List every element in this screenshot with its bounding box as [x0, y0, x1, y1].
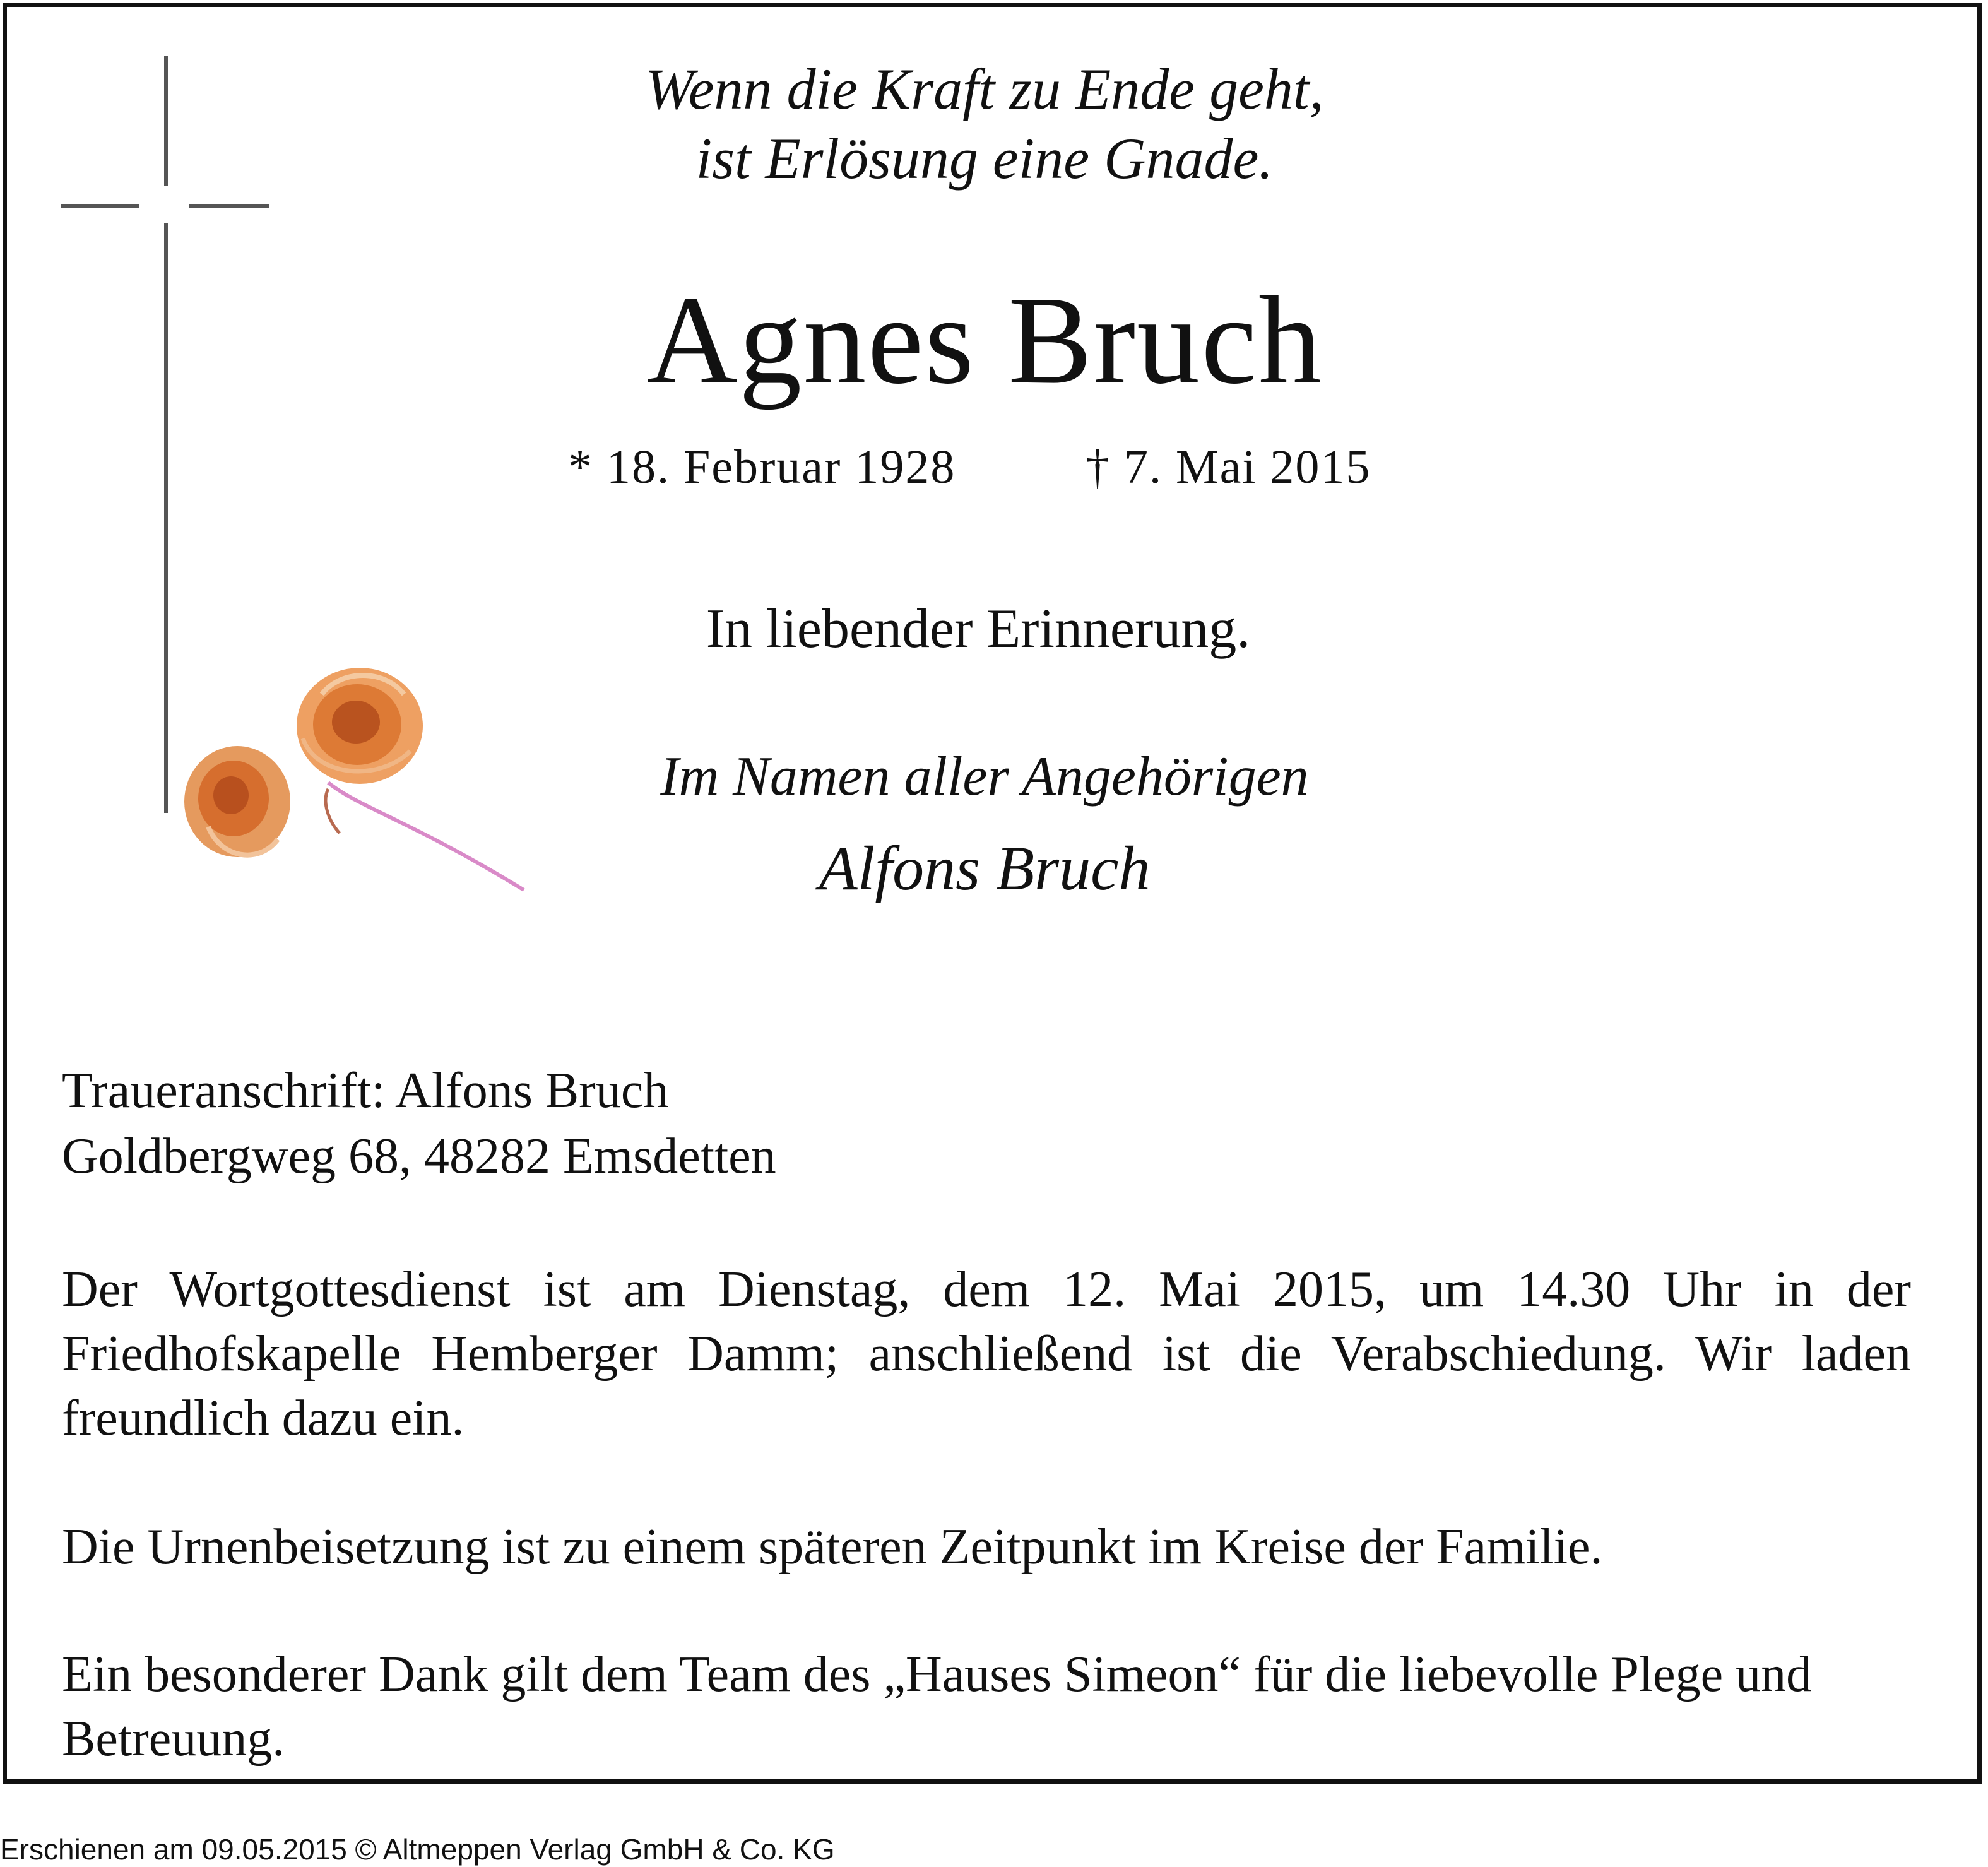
mourning-address-line-1: Traueranschrift: Alfons Bruch [62, 1063, 669, 1118]
motto-line-2: ist Erlösung eine Gnade. [695, 126, 1274, 191]
on-behalf-line: Im Namen aller Angehörigen [660, 746, 1309, 807]
publication-footer: Erschienen am 09.05.2015 © Altmeppen Verlag GmbH & Co. KG [0, 1833, 835, 1866]
deceased-name: Agnes Bruch [646, 271, 1323, 410]
signer-name: Alfons Bruch [819, 833, 1151, 903]
motto [0, 54, 1969, 193]
death-date: † 7. Mai 2015 [1086, 441, 1371, 494]
mourning-address-line-2: Goldbergweg 68, 48282 Emsdetten [62, 1129, 776, 1184]
motto-line-1: Wenn die Kraft zu Ende geht, [645, 57, 1324, 121]
birth-date: * 18. Februar 1928 [568, 441, 956, 494]
remembrance-line: In liebender Erinnerung. [706, 598, 1251, 660]
thanks-paragraph: Ein besonderer Dank gilt dem Team des „Hauses Simeon“ für die liebevolle Plege und Betreuung. [62, 1647, 1812, 1767]
service-paragraph: Der Wortgottesdienst ist am Dienstag, dem 12. Mai 2015, um 14.30 Uhr in der Friedhofskapelle Hemberger Damm; anschließend ist die Verabschiedung. Wir laden freundlich dazu ein. [62, 1262, 1911, 1446]
burial-paragraph: Die Urnenbeisetzung ist zu einem späteren Zeitpunkt im Kreise der Familie. [62, 1519, 1603, 1575]
mourning-address [62, 1058, 776, 1189]
